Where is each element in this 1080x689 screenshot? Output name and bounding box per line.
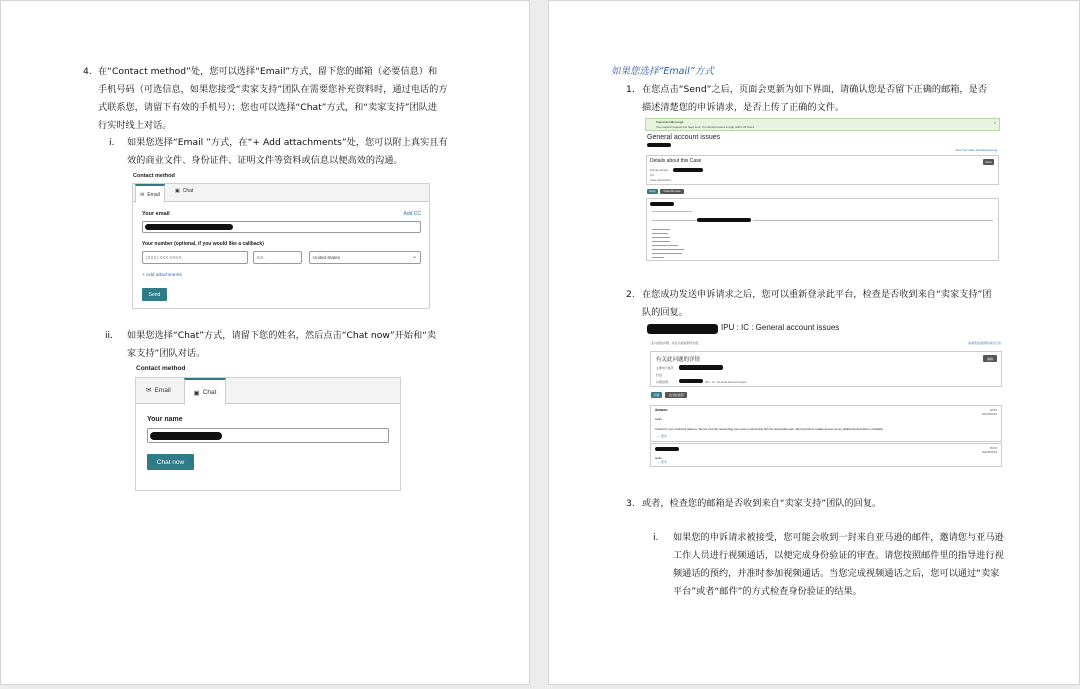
paragraph-line: 行实时线上对话。 <box>98 120 172 131</box>
edit-button[interactable]: 编辑 <box>983 355 997 362</box>
email-label: Your email <box>142 211 170 217</box>
case-submitted-screenshot <box>645 118 1000 261</box>
paragraph-line: 队的回复。 <box>642 307 688 318</box>
chat-bubble-icon: ▣ <box>175 188 180 194</box>
chat-contact-screenshot <box>135 363 401 493</box>
add-cc-link[interactable]: Add CC <box>403 211 421 217</box>
paragraph-line: 在您点击“Send”之后，页面会更新为如下界面，请确认您是否留下正确的邮箱，是否 <box>642 84 988 95</box>
redacted-case-id <box>647 143 671 147</box>
name-label: Your name <box>147 416 183 423</box>
close-this-case-button[interactable]: Close this case <box>660 189 684 194</box>
redacted-email <box>679 365 723 370</box>
seller-message: 15:06 2024/06/03 Hello, — 更多 <box>650 443 1002 467</box>
envelope-icon: ✉ <box>140 191 145 198</box>
extension-input[interactable]: Ext. <box>253 251 302 264</box>
list-number: 3. <box>626 498 635 509</box>
paragraph-line: 如果您选择“Email ”方式，在“+ Add attachments”处，您可以附上真实且有 <box>127 137 448 148</box>
redacted-sender <box>650 202 674 206</box>
reply-button[interactable]: 回复 <box>651 392 662 398</box>
redacted-email <box>145 224 233 230</box>
paragraph-line: 在您成功发送申诉请求之后，您可以重新登录此平台，检查是否收到来自“卖家支持”团 <box>642 289 992 300</box>
send-button[interactable]: Send <box>142 288 167 301</box>
close-this-case-button[interactable]: 关闭此案例 <box>665 392 687 398</box>
paragraph-line: 式联系您，请留下有效的手机号）；您也可以选择“Chat”方式，和“卖家支持”团队进 <box>98 102 438 113</box>
details-panel: 有关此问题的详情 编辑 主要电子邮件 抄送 问题说明： IPU : IC : General account issues <box>650 351 1002 387</box>
add-attachments-link[interactable]: + Add attachments <box>142 273 182 278</box>
document-page-right <box>548 0 1080 685</box>
success-banner: Important Message Your support request has been sent. You should receive a reply within 24 hours. × <box>645 118 1000 131</box>
paragraph-line: 手机号码（可选信息，如果您接受“卖家支持”团队在需要您补充资料时，通过电话的方 <box>98 84 448 95</box>
contact-method-title: Contact method <box>133 173 175 179</box>
list-number: ii. <box>105 330 114 341</box>
contact-method-title: Contact method <box>136 365 186 372</box>
case-reply-screenshot: IPU : IC : General account issues 亚马逊的问题 - 该亚马逊案例号信息 查看您的案例和请求记录 有关此问题的详情 编辑 主要电子邮件 抄送 问题说明： IPU : IC : General account issues 回复 关闭此案例 Amazon 10:55 2024/06/04 Hello, Thanks for your continued patience. We are currently researching your issue in partnership with the responsible team. We'll provide an update as soon as any additional information is available. — 更多 15:06 2024/06/03 Hello, — 更多 <box>647 322 1003 468</box>
list-number: i. <box>653 532 659 543</box>
email-input[interactable] <box>142 221 421 233</box>
paragraph-line: 效的商业文件、身份证件、证明文件等资料或信息以便高效的沟通。 <box>127 155 403 166</box>
paragraph-line: 如果您的申诉请求被接受，您可能会收到一封来自亚马逊的邮件，邀请您与亚马逊 <box>673 532 1004 543</box>
reply-button[interactable]: Reply <box>647 189 658 194</box>
redacted-email <box>673 168 703 172</box>
phone-input[interactable]: (XXX) XXX-XXXX <box>142 251 248 264</box>
view-log-link[interactable]: 查看您的案例和请求记录 <box>967 341 1001 345</box>
redacted-case-id <box>647 324 718 334</box>
paragraph-line: 平台”或者“邮件”的方式检查身份验证的结果。 <box>673 586 862 597</box>
tab-chat[interactable]: ▣ Chat <box>184 378 226 405</box>
paragraph-line: 家支持”团队对话。 <box>127 348 206 359</box>
paragraph-line: 或者，检查您的邮箱是否收到来自“卖家支持”团队的回复。 <box>642 498 882 509</box>
redacted-name <box>150 432 222 440</box>
list-number: 4. <box>83 66 92 77</box>
tab-email[interactable]: ✉ Email <box>146 386 171 394</box>
list-number: i. <box>109 137 115 148</box>
close-icon[interactable]: × <box>993 120 996 125</box>
show-more-link[interactable]: — 更多 <box>657 434 667 438</box>
tab-email[interactable]: ✉ Email <box>135 184 165 203</box>
message-panel <box>646 198 999 261</box>
paragraph-line: 工作人员进行视频通话，以便完成身份验证的审查。请您按照邮件里的指导进行视 <box>673 550 1004 561</box>
name-input[interactable] <box>147 428 389 443</box>
number-label: Your number (optional, if you would like a callback) <box>142 241 264 247</box>
redacted-text <box>697 218 751 222</box>
list-number: 1. <box>626 84 635 95</box>
show-more-link[interactable]: — 更多 <box>657 460 667 464</box>
tab-chat[interactable]: ▣ Chat <box>175 188 194 194</box>
redacted-sender <box>655 447 679 451</box>
chat-bubble-icon: ▣ <box>193 389 200 397</box>
chevron-down-icon: ⌄ <box>411 253 417 260</box>
case-title: General account issues <box>647 134 721 141</box>
paragraph-line: 频通话的预约，并准时参加视频通话。当您完成视频通话之后，您可以通过“卖家 <box>673 568 1000 579</box>
paragraph-line: 如果您选择“Chat”方式，请留下您的姓名，然后点击“Chat now”开始和“卖 <box>127 330 437 341</box>
details-panel: Details about this Case Close Primary Email: CC: Case description: <box>646 155 999 185</box>
case-title: IPU : IC : General account issues <box>721 323 840 332</box>
section-heading: 如果您选择“Email”方式 <box>611 66 714 77</box>
view-log-link[interactable]: View Your Case and Request Log <box>955 148 997 152</box>
redacted-text <box>679 379 703 383</box>
chat-now-button[interactable]: Chat now <box>147 454 194 470</box>
paragraph-line: 在“Contact method”处，您可以选择“Email”方式，留下您的邮箱（必要信息）和 <box>98 66 438 77</box>
document-page-left <box>0 0 530 685</box>
envelope-icon: ✉ <box>146 387 152 394</box>
close-case-top-button[interactable]: Close <box>983 159 994 165</box>
amazon-message: Amazon 10:55 2024/06/04 Hello, Thanks for your continued patience. We are currently researching your issue in partnership with the responsible team. We'll provide an update as soon as any additional information is available. — 更多 <box>650 405 1002 442</box>
paragraph-line: 描述清楚您的申诉请求，是否上传了正确的文件。 <box>642 102 845 113</box>
email-contact-screenshot <box>132 171 430 309</box>
country-select[interactable]: United States ⌄ <box>309 251 421 264</box>
list-number: 2. <box>626 289 635 300</box>
